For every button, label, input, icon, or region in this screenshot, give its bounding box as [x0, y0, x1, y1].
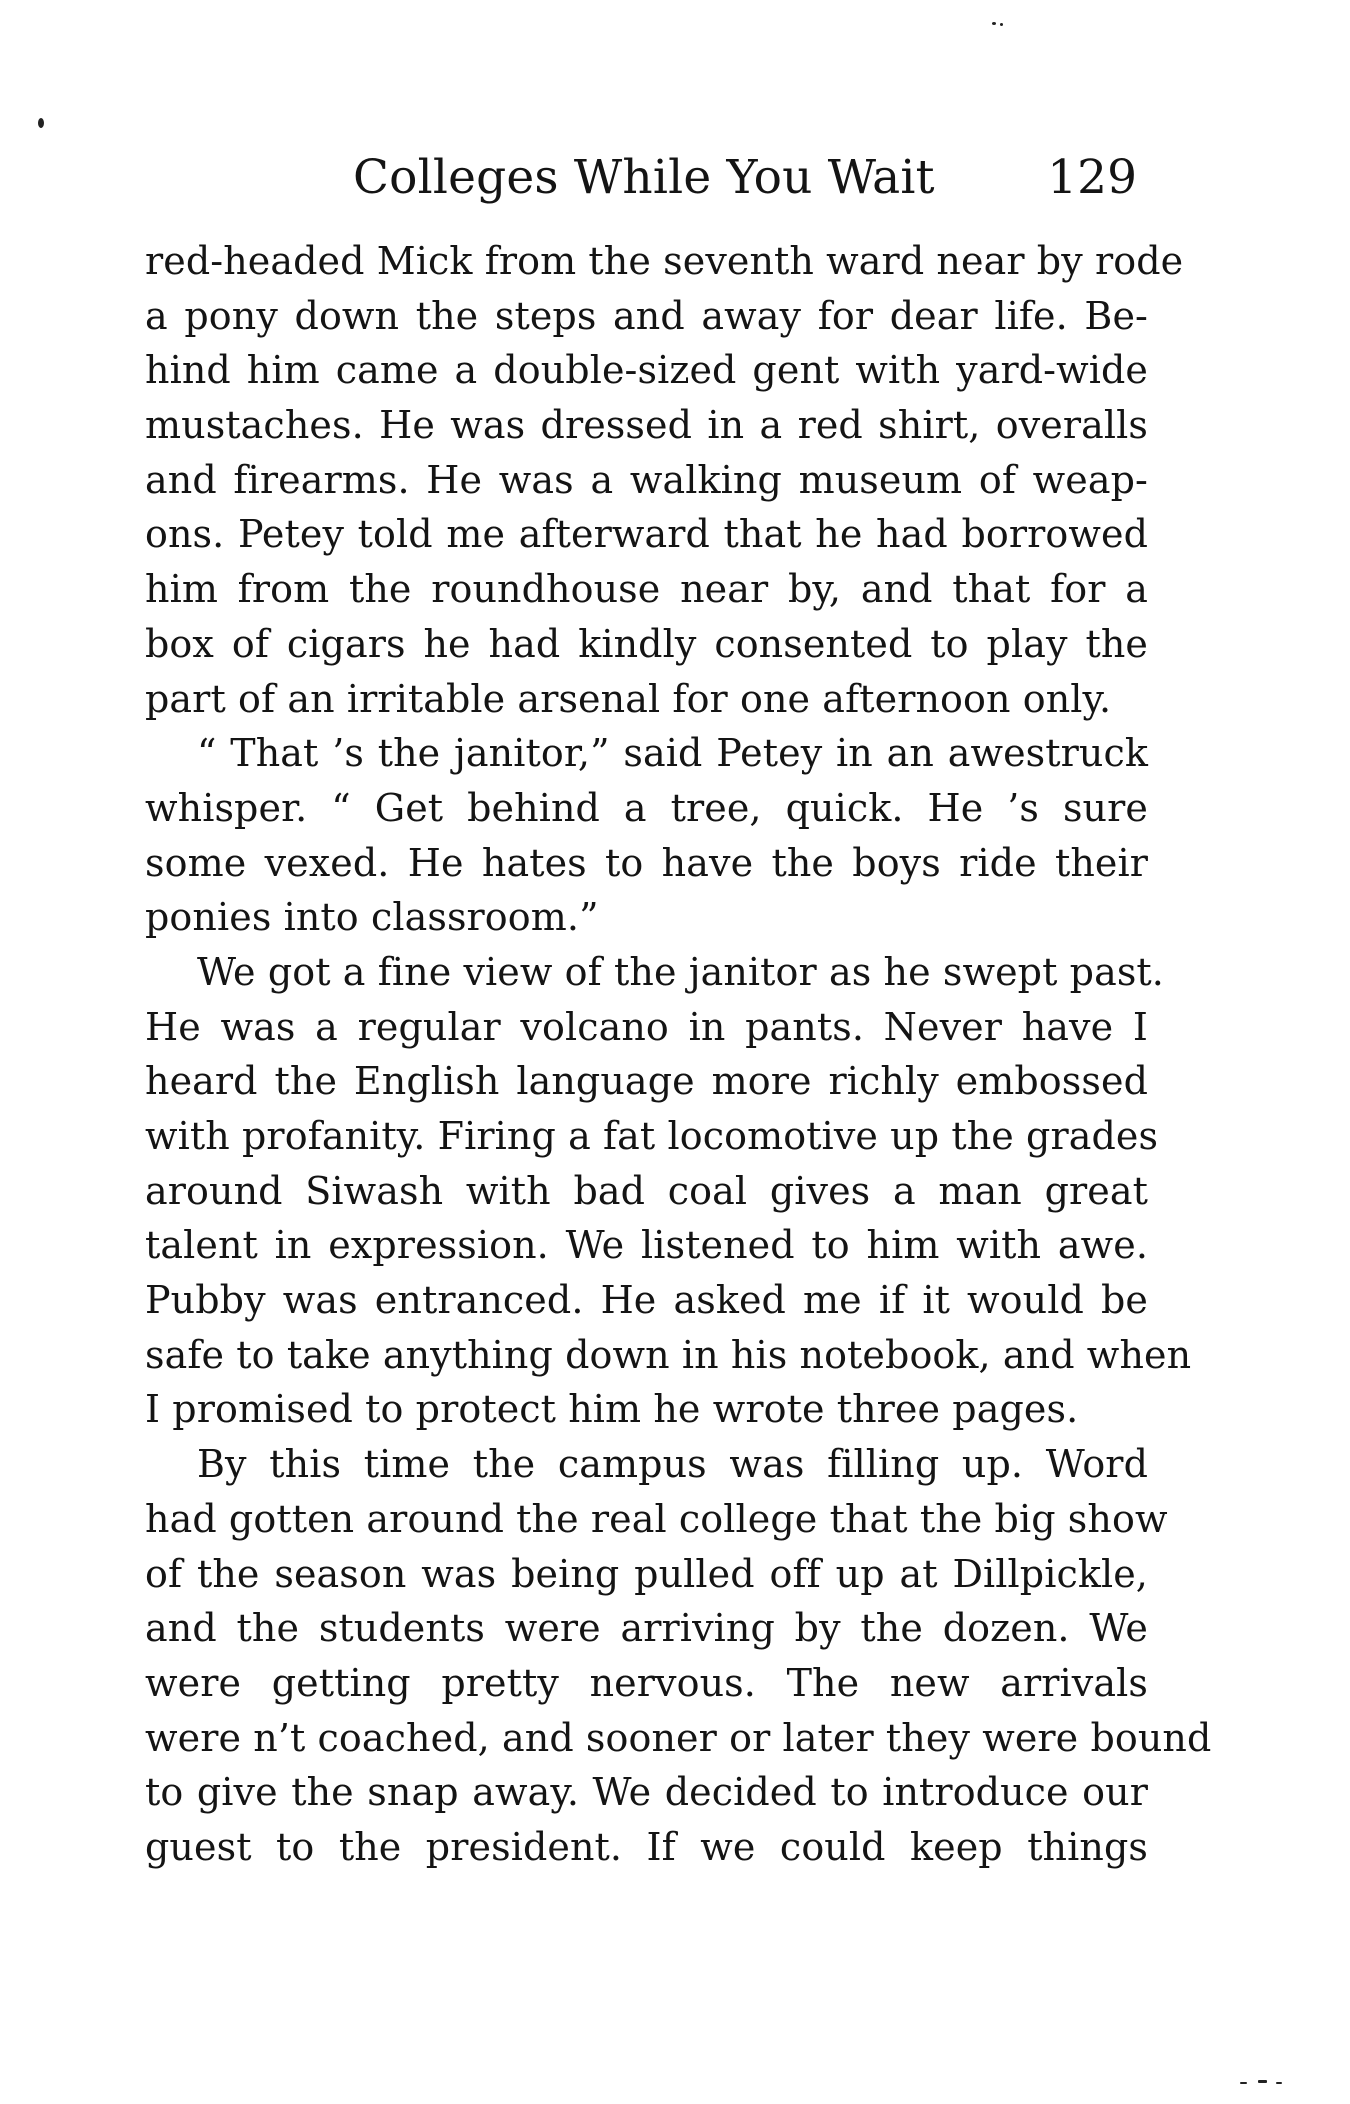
text-line: guest to the president. If we could keep things — [145, 1824, 1148, 1869]
text-line: a pony down the steps and away for dear life. Be- — [145, 293, 1148, 338]
text-line: were n’t coached, and sooner or later they were bound — [145, 1715, 1212, 1760]
text-line: ponies into classroom.” — [145, 895, 599, 940]
text-line: and the students were arriving by the dozen. We — [145, 1606, 1148, 1651]
text-line: ons. Petey told me afterward that he had borrowed — [145, 512, 1148, 557]
text-line: around Siwash with bad coal gives a man great — [145, 1168, 1148, 1213]
text-line: We got a fine view of the janitor as he swept past. — [197, 949, 1164, 994]
text-line: safe to take anything down in his notebook, and when — [145, 1332, 1192, 1377]
ink-speck — [38, 118, 44, 128]
text-line: some vexed. He hates to have the boys ride their — [145, 840, 1148, 885]
ink-speck — [1258, 2080, 1267, 2083]
text-line: He was a regular volcano in pants. Never have I — [145, 1004, 1148, 1049]
body-text — [145, 234, 1212, 1875]
ink-speck — [1240, 2082, 1247, 2084]
ink-speck — [1276, 2082, 1282, 2084]
text-line: with profanity. Firing a fat locomotive up the grades — [145, 1114, 1159, 1158]
ink-speck — [1000, 23, 1003, 26]
text-line: and firearms. He was a walking museum of weap- — [145, 457, 1148, 502]
text-line: of the season was being pulled off up at Dillpickle, — [145, 1551, 1148, 1596]
text-line: By this time the campus was filling up. Word — [197, 1442, 1148, 1487]
ink-speck — [992, 22, 996, 25]
page-number: 129 — [1047, 150, 1137, 205]
text-line: red-headed Mick from the seventh ward near by rode — [145, 239, 1184, 283]
text-line: box of cigars he had kindly consented to play the — [145, 621, 1148, 666]
text-line: part of an irritable arsenal for one afternoon only. — [145, 676, 1112, 721]
text-line: were getting pretty nervous. The new arrivals — [145, 1660, 1148, 1705]
text-line: to give the snap away. We decided to introduce our — [145, 1770, 1148, 1815]
text-line: heard the English language more richly embossed — [145, 1059, 1148, 1104]
text-line: “ That ’s the janitor,” said Petey in an awestruck — [197, 731, 1148, 776]
text-line: Pubby was entranced. He asked me if it would be — [145, 1278, 1148, 1323]
text-line: mustaches. He was dressed in a red shirt, overalls — [145, 403, 1148, 448]
text-line: hind him came a double-sized gent with yard-wide — [145, 348, 1148, 393]
running-title: Colleges While You Wait — [353, 150, 935, 205]
text-line: I promised to protect him he wrote three pages. — [145, 1387, 1079, 1432]
text-line: him from the roundhouse near by, and that for a — [145, 567, 1148, 612]
text-line: had gotten around the real college that the big show — [145, 1496, 1168, 1541]
running-head — [145, 148, 1145, 208]
text-line: whisper. “ Get behind a tree, quick. He ’s sure — [145, 785, 1148, 830]
text-line: talent in expression. We listened to him with awe. — [145, 1223, 1148, 1268]
